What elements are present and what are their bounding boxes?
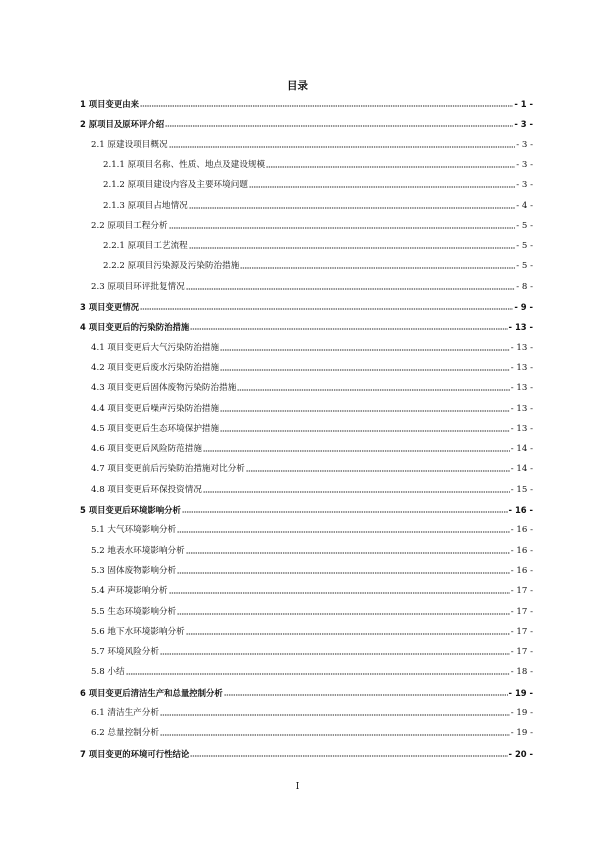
dot-leader <box>237 388 509 392</box>
toc-entry[interactable] <box>91 604 533 618</box>
dot-leader <box>177 571 510 575</box>
dot-leader <box>160 713 510 717</box>
toc-entry-page-number: - 5 - <box>516 241 533 252</box>
toc-entry-page-number: - 3 - <box>516 139 533 150</box>
toc-entry[interactable] <box>91 624 533 638</box>
dot-leader <box>126 672 510 676</box>
dot-leader <box>169 591 510 595</box>
dot-leader <box>220 409 510 413</box>
dot-leader <box>165 124 513 128</box>
toc-entry-label: 2.1.1 原项目名称、性质、地点及建设规模 <box>103 159 266 170</box>
dot-leader <box>177 530 510 534</box>
toc-entry-label: 5.1 大气环境影响分析 <box>91 525 177 536</box>
toc-entry-page-number: - 14 - <box>510 444 533 455</box>
dot-leader <box>169 145 516 149</box>
toc-entry[interactable] <box>103 238 533 252</box>
toc-entry[interactable] <box>80 96 533 110</box>
toc-entry[interactable] <box>103 157 533 171</box>
toc-entry[interactable] <box>91 380 533 394</box>
dot-leader <box>160 652 510 656</box>
toc-entry-page-number: - 3 - <box>516 180 533 191</box>
toc-entry[interactable] <box>80 685 533 699</box>
dot-leader <box>186 287 516 291</box>
toc-entry[interactable] <box>91 644 533 658</box>
dot-leader <box>240 266 515 270</box>
toc-entry-page-number: - 17 - <box>510 606 533 617</box>
toc-entry[interactable] <box>91 563 533 577</box>
dot-leader <box>177 612 510 616</box>
toc-entry-page-number: - 17 - <box>510 626 533 637</box>
toc-entry[interactable] <box>91 279 533 293</box>
toc-entry[interactable] <box>91 543 533 557</box>
dot-leader <box>203 449 510 453</box>
dot-leader <box>160 733 510 737</box>
toc-entry-label: 2.1.2 原项目建设内容及主要环境问题 <box>103 180 248 191</box>
toc-entry-label: 6.2 总量控制分析 <box>91 728 159 739</box>
toc-entry-label: 2 原项目及原环评介绍 <box>80 119 165 130</box>
toc-entry-label: 5.3 固体废物影响分析 <box>91 565 177 576</box>
toc-entry-label: 5.2 地表水环境影响分析 <box>91 545 185 556</box>
toc-entry[interactable] <box>91 583 533 597</box>
dot-leader <box>140 307 513 311</box>
dot-leader <box>246 469 510 473</box>
toc-entry-label: 6 项目变更后清洁生产和总量控制分析 <box>80 687 223 698</box>
dot-leader <box>189 206 515 210</box>
toc-entry-label: 7 项目变更的环境可行性结论 <box>80 748 190 759</box>
toc-entry-label: 2.1 原建设项目概况 <box>91 139 168 150</box>
toc-entry-label: 5.5 生态环境影响分析 <box>91 606 177 617</box>
toc-entry[interactable] <box>80 116 533 130</box>
toc-entry-label: 2.1.3 原项目占地情况 <box>103 200 188 211</box>
toc-entry[interactable] <box>80 319 533 333</box>
toc-entry-label: 4.5 项目变更后生态环境保护措施 <box>91 423 220 434</box>
toc-entry-page-number: - 13 - <box>510 362 533 373</box>
toc-entry[interactable] <box>91 421 533 435</box>
toc-entry-page-number: - 5 - <box>516 220 533 231</box>
toc-entry-label: 2.2.2 原项目污染源及污染防治措施 <box>103 261 240 272</box>
toc-entry-page-number: - 13 - <box>510 423 533 434</box>
toc-entry-page-number: - 16 - <box>510 525 533 536</box>
toc-entry-label: 5.6 地下水环境影响分析 <box>91 626 185 637</box>
dot-leader <box>186 632 510 636</box>
dot-leader <box>190 327 507 331</box>
toc-entry-label: 4.2 项目变更后废水污染防治措施 <box>91 362 220 373</box>
dot-leader <box>224 693 508 697</box>
dot-leader <box>266 165 515 169</box>
dot-leader <box>203 490 510 494</box>
toc-entry-page-number: - 8 - <box>516 281 533 292</box>
dot-leader <box>169 226 516 230</box>
toc-entry-label: 4.3 项目变更后固体废物污染防治措施 <box>91 383 237 394</box>
toc-entry-page-number: - 4 - <box>516 200 533 211</box>
dot-leader <box>249 185 515 189</box>
toc-entry-page-number: - 16 - <box>508 505 533 515</box>
toc-entry[interactable] <box>91 725 533 739</box>
toc-entry-label: 4.1 项目变更后大气污染防治措施 <box>91 342 220 353</box>
dot-leader <box>220 429 510 433</box>
toc-entry[interactable] <box>91 522 533 536</box>
toc-entry[interactable] <box>91 705 533 719</box>
toc-entry-label: 4.6 项目变更后风险防范措施 <box>91 444 202 455</box>
toc-entry-page-number: - 13 - <box>510 383 533 394</box>
toc-entry-label: 4.7 项目变更前后污染防治措施对比分析 <box>91 464 245 475</box>
toc-entry-label: 2.2.1 原项目工艺流程 <box>103 241 188 252</box>
dot-leader <box>186 551 510 555</box>
toc-entry-page-number: - 9 - <box>514 302 533 312</box>
dot-leader <box>189 246 515 250</box>
toc-entry-label: 2.2 原项目工程分析 <box>91 220 168 231</box>
toc-entry-page-number: - 19 - <box>508 687 533 698</box>
toc-entry-page-number: - 18 - <box>510 667 533 678</box>
toc-entry-label: 5.7 环境风险分析 <box>91 647 159 658</box>
dot-leader <box>140 104 513 108</box>
toc-entry[interactable] <box>103 177 533 191</box>
toc-entry[interactable] <box>91 461 533 475</box>
toc-entry[interactable] <box>80 502 533 516</box>
toc-entry-label: 5.4 声环境影响分析 <box>91 586 168 597</box>
toc-entry[interactable] <box>91 340 533 354</box>
toc-entry-page-number: - 16 - <box>510 545 533 556</box>
toc-entry-page-number: - 14 - <box>510 464 533 475</box>
toc-entry-page-number: - 1 - <box>514 99 533 109</box>
toc-entry-page-number: - 13 - <box>508 322 533 333</box>
page-title: 目录 <box>287 80 308 92</box>
dot-leader <box>190 754 507 758</box>
toc-entry-label: 5 项目变更后环境影响分析 <box>80 505 181 515</box>
toc-entry[interactable] <box>91 218 533 232</box>
toc-entry-page-number: - 16 - <box>510 565 533 576</box>
toc-entry[interactable] <box>80 299 533 313</box>
toc-entry[interactable] <box>80 746 533 760</box>
toc-entry[interactable] <box>91 482 533 496</box>
toc-entry[interactable] <box>91 441 533 455</box>
toc-entry-page-number: - 3 - <box>516 159 533 170</box>
toc-entry-label: 6.1 清洁生产分析 <box>91 708 159 718</box>
toc-entry-label: 5.8 小结 <box>91 667 125 678</box>
toc-entry-page-number: - 13 - <box>510 403 533 414</box>
toc-entry-page-number: - 3 - <box>514 119 533 130</box>
toc-entry-page-number: - 15 - <box>510 484 533 495</box>
toc-entry-label: 4.4 项目变更后噪声污染防治措施 <box>91 403 220 414</box>
toc-entry[interactable] <box>103 258 533 272</box>
dot-leader <box>220 348 510 352</box>
toc-entry-label: 1 项目变更由来 <box>80 99 139 109</box>
toc-entry-label: 2.3 原项目环评批复情况 <box>91 281 185 292</box>
toc-entry-label: 4.8 项目变更后环保投资情况 <box>91 484 202 495</box>
toc-entry-page-number: - 13 - <box>510 342 533 353</box>
toc-entry[interactable] <box>91 401 533 415</box>
toc-entry-page-number: - 17 - <box>510 586 533 597</box>
toc-entry-page-number: - 20 - <box>508 748 533 759</box>
dot-leader <box>220 368 510 372</box>
toc-entry[interactable] <box>103 198 533 212</box>
toc-entry-page-number: - 5 - <box>516 261 533 272</box>
dot-leader <box>182 510 508 514</box>
toc-entry-label: 3 项目变更情况 <box>80 302 139 312</box>
toc-entry-label: 4 项目变更后的污染防治措施 <box>80 322 190 333</box>
toc-entry-page-number: - 17 - <box>510 647 533 658</box>
toc-entry-page-number: - 19 - <box>510 708 533 718</box>
toc-entry[interactable] <box>91 137 533 151</box>
toc-entry[interactable] <box>91 360 533 374</box>
toc-entry[interactable] <box>91 664 533 678</box>
page-number: I <box>295 782 300 792</box>
toc-entry-page-number: - 19 - <box>510 728 533 739</box>
